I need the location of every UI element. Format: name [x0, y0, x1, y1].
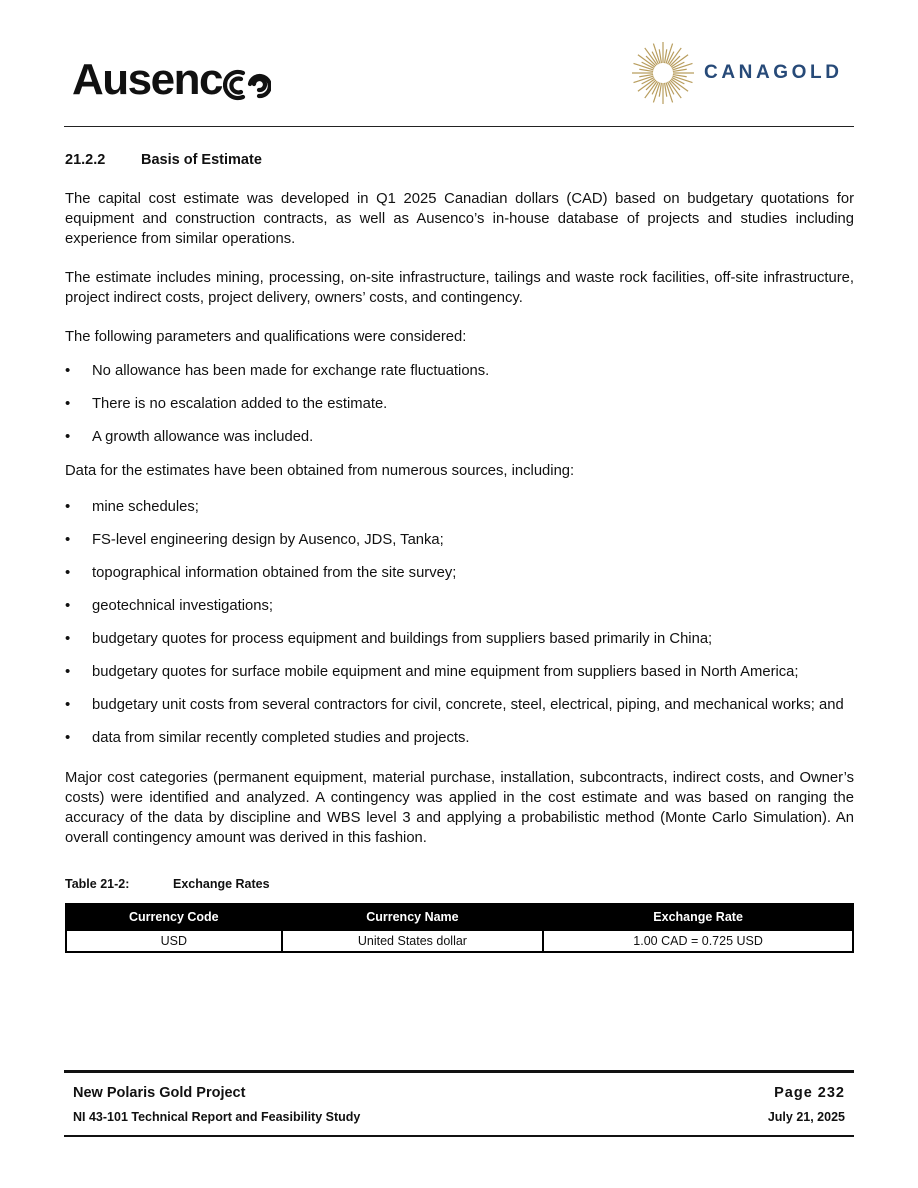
list-item: • A growth allowance was included. [65, 427, 854, 447]
paragraph-estimate-includes: The estimate includes mining, processing, on-site infrastructure, tailings and waste rock facilities, off-site infrastructure, project indirect costs, project delivery, owners’ costs, and contingency. [65, 270, 854, 306]
sources-list [65, 497, 854, 748]
footer-rule-bottom [64, 1135, 854, 1137]
footer-date: July 21, 2025 [767, 1110, 845, 1124]
list-item: • data from similar recently completed studies and projects. [65, 728, 854, 748]
table-caption-label: Table 21-2: [65, 877, 130, 891]
list-item: • budgetary quotes for surface mobile equipment and mine equipment from suppliers based in North America; [65, 662, 854, 682]
exchange-rates-table [65, 903, 854, 953]
footer-rule-top [64, 1070, 854, 1073]
table-caption [65, 874, 854, 894]
list-item: • mine schedules; [65, 497, 854, 517]
table-caption-title: Exchange Rates [173, 877, 270, 891]
paragraph-sources-intro: Data for the estimates have been obtained from numerous sources, including: [65, 463, 575, 479]
list-item: • geotechnical investigations; [65, 596, 854, 616]
paragraph-capital-cost: The capital cost estimate was developed in Q1 2025 Canadian dollars (CAD) based on budgetary quotations for equipment and construction contracts, as well as Ausenco’s in-house database of projects and studies including experience from similar operations. [65, 191, 854, 247]
header-rule [64, 126, 854, 127]
paragraph-cost-categories: Major cost categories (permanent equipment, material purchase, installation, subcontracts, indirect costs, and Owner’s costs) were identified and analyzed. A contingency was applied in the cost estimate and was based on ranging the accuracy of the data by discipline and WBS level 3 and applying a probabilistic method (Monte Carlo Simulation). An overall contingency amount was derived in this fashion. [65, 770, 854, 846]
list-item: • budgetary unit costs from several contractors for civil, concrete, steel, electrical, piping, and mechanical works; and [65, 695, 854, 715]
sunburst-icon [630, 40, 696, 106]
ausenco-logo [72, 55, 271, 104]
section-heading [65, 150, 854, 170]
section-number: 21.2.2 [65, 152, 106, 168]
ausenco-swirl-icon [223, 67, 271, 101]
list-item: • No allowance has been made for exchange rate fluctuations. [65, 361, 854, 381]
list-item: • There is no escalation added to the estimate. [65, 394, 854, 414]
table-header-row [66, 904, 853, 930]
table-cell: United States dollar [282, 930, 544, 952]
column-header-currency-code: Currency Code [66, 904, 282, 930]
table-row [66, 930, 853, 952]
footer-report-title: NI 43-101 Technical Report and Feasibility Study [73, 1110, 361, 1124]
list-item: • budgetary quotes for process equipment and buildings from suppliers based primarily in China; [65, 629, 854, 649]
ausenco-logo-text: Ausenc [72, 55, 222, 104]
column-header-exchange-rate: Exchange Rate [543, 904, 853, 930]
footer-page-number: Page 232 [774, 1085, 845, 1101]
table-cell: 1.00 CAD = 0.725 USD [543, 930, 853, 952]
parameters-list [65, 361, 854, 447]
table-cell: USD [66, 930, 282, 952]
paragraph-parameters-intro: The following parameters and qualifications were considered: [65, 329, 467, 345]
column-header-currency-name: Currency Name [282, 904, 544, 930]
main-content [65, 150, 854, 953]
list-item: • FS-level engineering design by Ausenco, JDS, Tanka; [65, 530, 854, 550]
section-title: Basis of Estimate [141, 152, 262, 168]
canagold-logo [630, 40, 843, 106]
footer-project-name: New Polaris Gold Project [73, 1085, 246, 1101]
canagold-logo-text: CANAGOLD [704, 62, 843, 83]
list-item: • topographical information obtained from the site survey; [65, 563, 854, 583]
